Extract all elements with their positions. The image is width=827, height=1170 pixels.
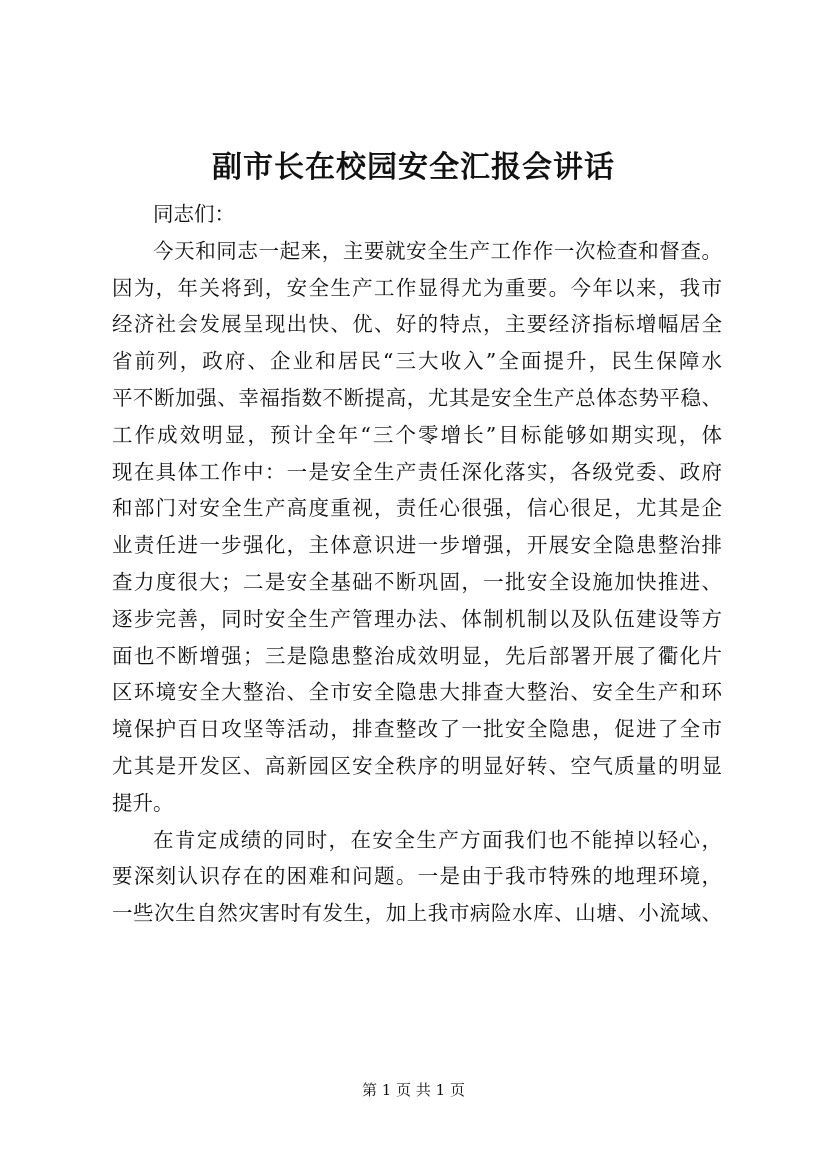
paragraph-line: 平不断加强、幸福指数不断提高，尤其是安全生产总体态势平稳、 [112, 385, 722, 410]
paragraph-line: 经济社会发展呈现出快、优、好的特点，主要经济指标增幅居全 [112, 312, 722, 337]
paragraph-line: 提升。 [112, 790, 174, 815]
document-title: 副市长在校园安全汇报会讲话 [212, 150, 615, 185]
paragraph [112, 822, 722, 932]
paragraph-line: 工作成效明显，预计全年“三个零增长”目标能够如期实现，体 [112, 422, 722, 447]
greeting: 同志们： [153, 202, 235, 226]
paragraph-line: 省前列，政府、企业和居民“三大收入”全面提升，民生保障水 [112, 349, 722, 374]
paragraph-line: 和部门对安全生产高度重视，责任心很强，信心很足，尤其是企 [112, 496, 722, 521]
paragraph-line: 今天和同志一起来，主要就安全生产工作作一次检查和督查。 [153, 238, 722, 263]
paragraph-line: 查力度很大；二是安全基础不断巩固，一批安全设施加快推进、 [112, 569, 722, 594]
paragraph-line: 因为，年关将到，安全生产工作显得尤为重要。今年以来，我市 [112, 275, 722, 300]
paragraph-line: 现在具体工作中：一是安全生产责任深化落实，各级党委、政府 [112, 459, 722, 484]
paragraph-line: 面也不断增强；三是隐患整治成效明显，先后部署开展了衢化片 [112, 643, 722, 668]
paragraph-line: 区环境安全大整治、全市安全隐患大排查大整治、安全生产和环 [112, 680, 722, 705]
paragraph-line: 一些次生自然灾害时有发生，加上我市病险水库、山塘、小流域、 [112, 901, 722, 926]
paragraph-line: 逐步完善，同时安全生产管理办法、体制机制以及队伍建设等方 [112, 606, 722, 631]
paragraph-line: 境保护百日攻坚等活动，排查整改了一批安全隐患，促进了全市 [112, 717, 722, 742]
document-body [112, 196, 722, 932]
paragraph-line: 要深刻认识存在的困难和问题。一是由于我市特殊的地理环境， [112, 864, 722, 889]
paragraph-line: 在肯定成绩的同时，在安全生产方面我们也不能掉以轻心， [153, 827, 722, 852]
paragraph [112, 233, 722, 822]
paragraph-line: 尤其是开发区、高新园区安全秩序的明显好转、空气质量的明显 [112, 753, 722, 778]
page-footer: 第 1 页 共 1 页 [362, 1081, 465, 1099]
paragraph-line: 业责任进一步强化，主体意识进一步增强，开展安全隐患整治排 [112, 533, 722, 558]
paragraph-list [112, 233, 722, 932]
